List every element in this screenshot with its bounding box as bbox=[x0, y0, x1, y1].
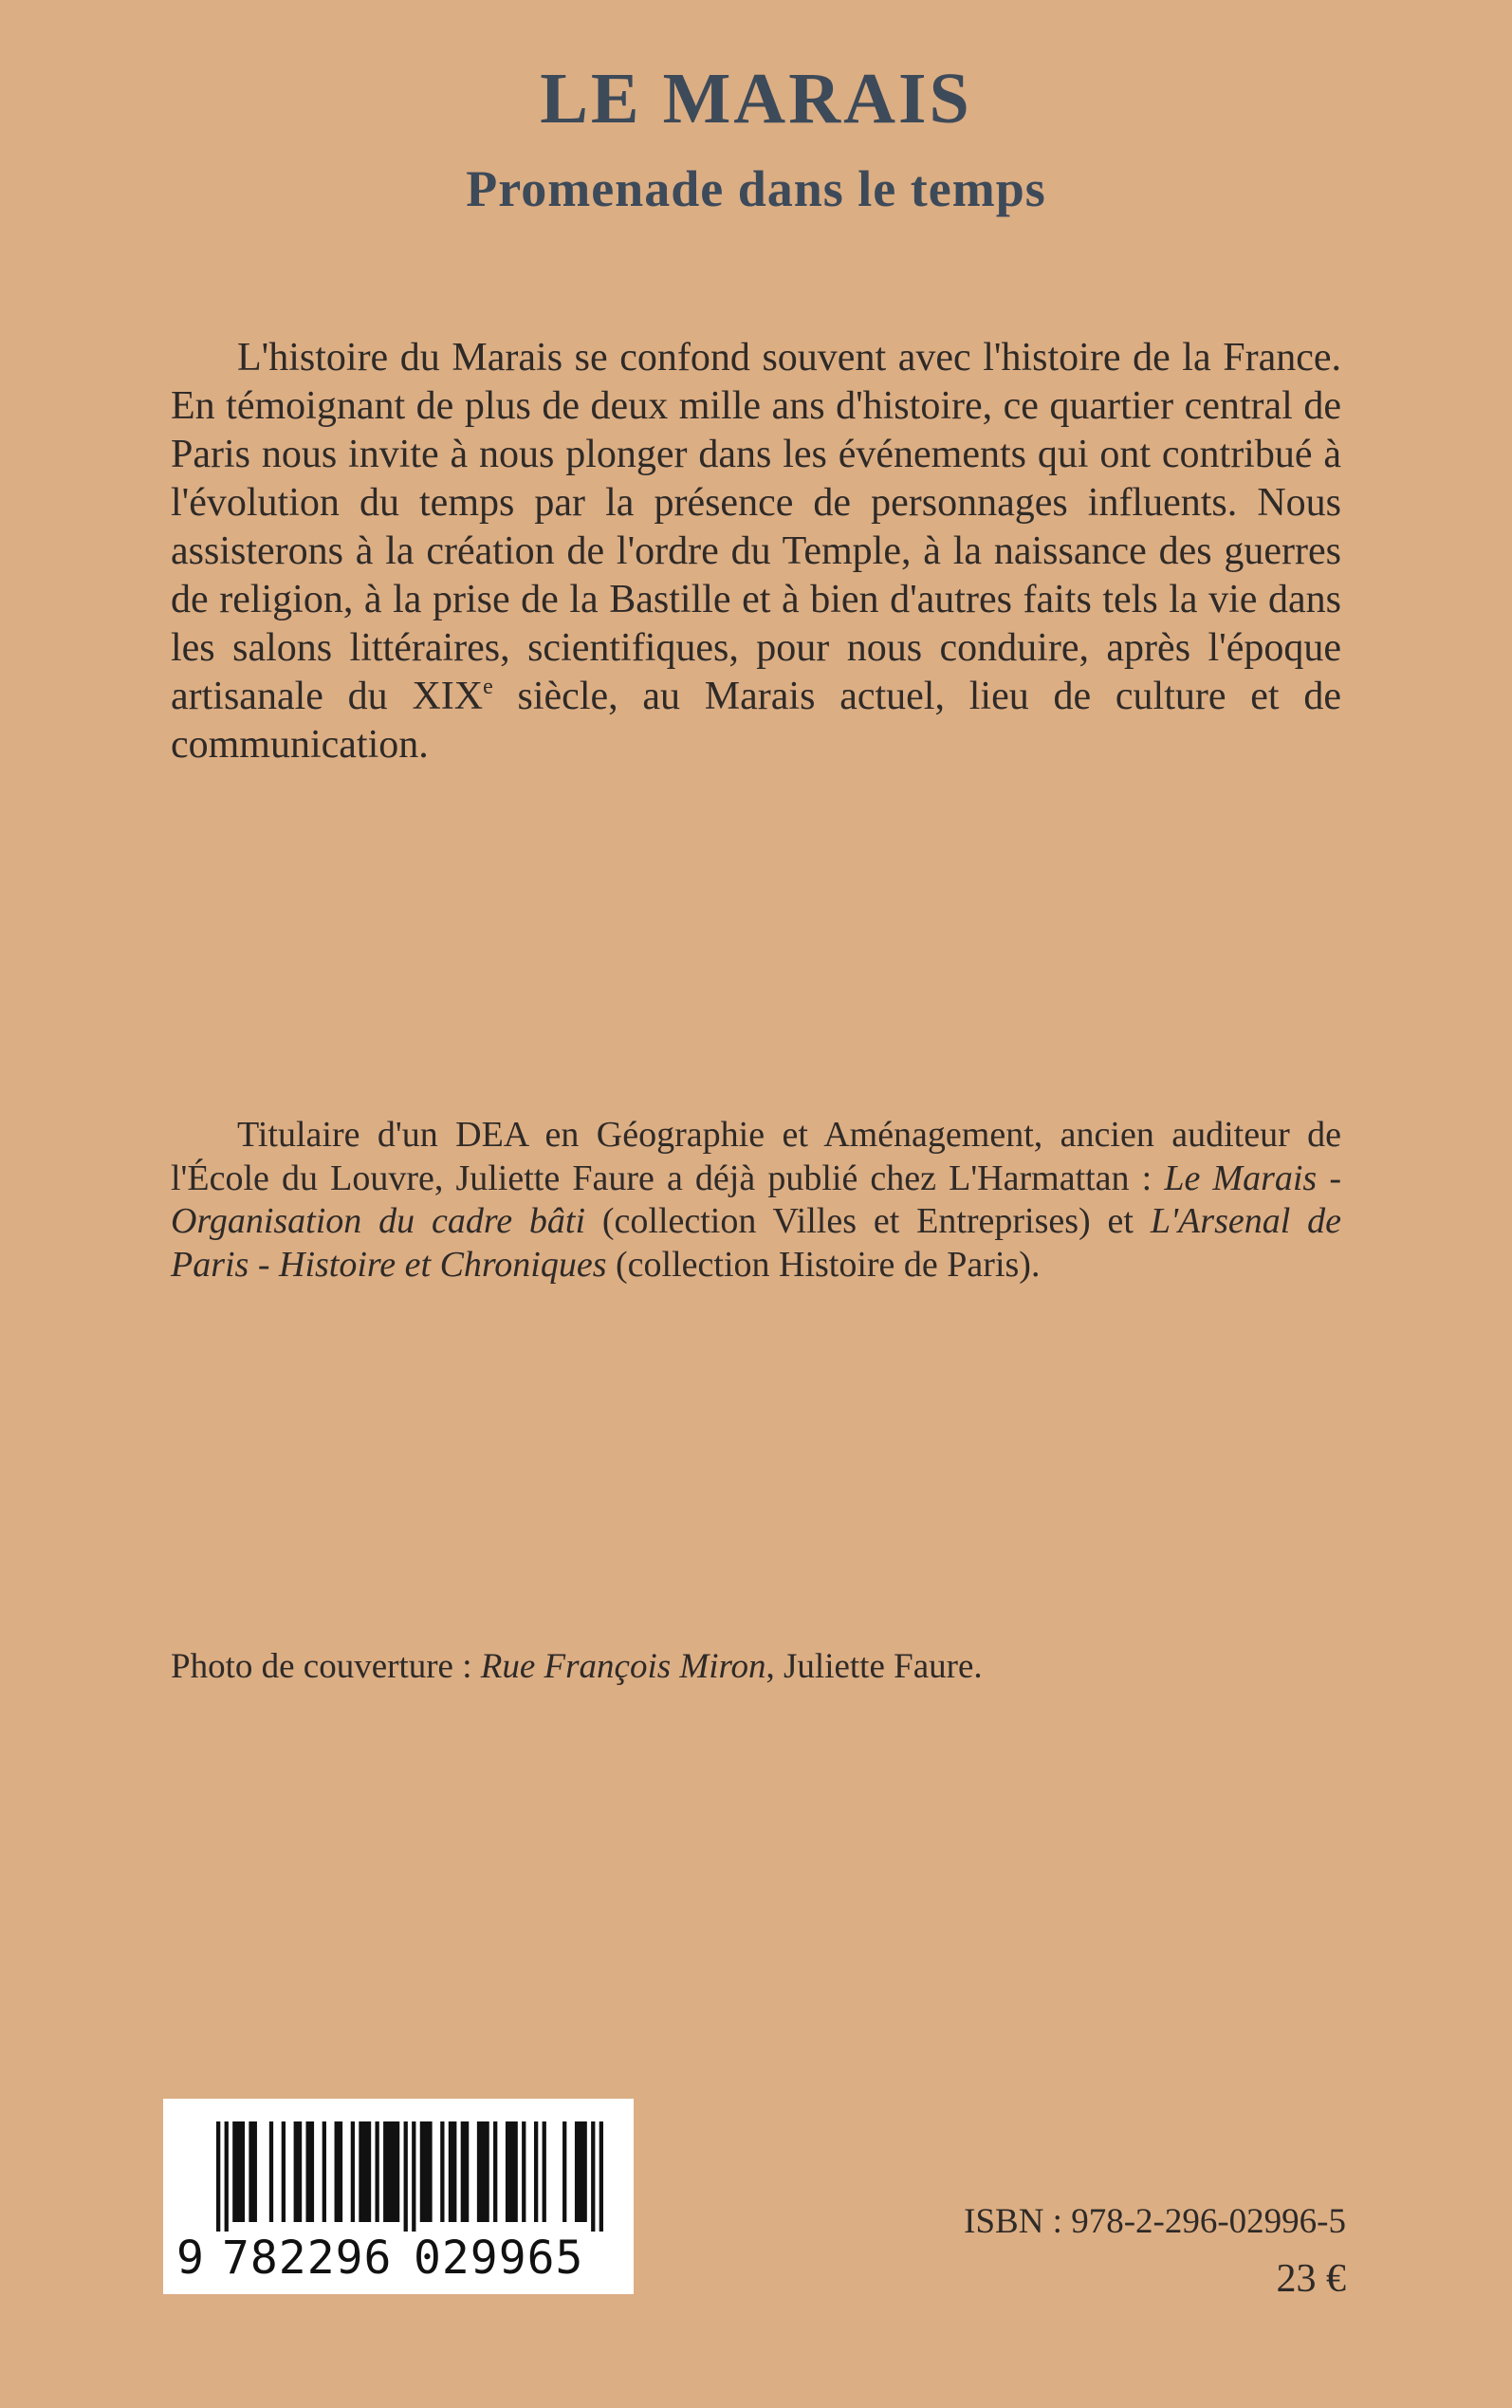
barcode-bar bbox=[412, 2121, 415, 2232]
barcode-bars bbox=[216, 2121, 603, 2232]
barcode-bar bbox=[404, 2121, 408, 2232]
barcode-bar bbox=[225, 2121, 229, 2232]
summary-text-end: siècle, au Marais actuel, lieu de culture et de communication. bbox=[171, 675, 1341, 767]
century-superscript: e bbox=[483, 675, 493, 699]
barcode-left-group: 782296 bbox=[222, 2232, 393, 2285]
barcode-bar bbox=[269, 2121, 273, 2222]
barcode-right-group: 029965 bbox=[414, 2232, 584, 2285]
bio-text: (collection Histoire de Paris). bbox=[606, 1244, 1041, 1285]
barcode-lead-digit: 9 bbox=[176, 2232, 204, 2285]
barcode-bar bbox=[216, 2121, 220, 2232]
barcode-bar bbox=[294, 2121, 303, 2222]
isbn: ISBN : 978-2-296-02996-5 bbox=[964, 2202, 1346, 2241]
barcode-bar bbox=[323, 2121, 326, 2222]
author-bio bbox=[171, 1114, 1341, 1287]
barcode-bar bbox=[522, 2121, 526, 2222]
barcode-bar bbox=[282, 2121, 286, 2222]
barcode-bar bbox=[534, 2121, 538, 2222]
barcode-bar bbox=[351, 2121, 355, 2222]
barcode-bar bbox=[477, 2121, 489, 2222]
credit-author: , Juliette Faure. bbox=[765, 1647, 983, 1686]
barcode-bar bbox=[375, 2121, 378, 2222]
photo-credit bbox=[171, 1645, 983, 1688]
barcode-bar bbox=[591, 2121, 595, 2232]
bio-text: Titulaire d'un DEA en Géographie et Aménagement, ancien auditeur de l'École du Louvre, Juliette Faure a déjà publié chez L'Harmattan : bbox=[171, 1115, 1341, 1198]
barcode-bar bbox=[506, 2121, 518, 2222]
barcode-bar bbox=[440, 2121, 444, 2222]
photo-title: Rue François Miron bbox=[480, 1647, 766, 1686]
barcode-bar bbox=[449, 2121, 457, 2222]
barcode-digits bbox=[163, 2232, 634, 2285]
barcode-bar bbox=[493, 2121, 497, 2222]
book-reference: L'Arsenal de Paris - Histoire et Chroniques bbox=[171, 1201, 1341, 1285]
barcode-bar bbox=[383, 2121, 399, 2222]
summary-paragraph bbox=[171, 334, 1341, 769]
price: 23 € bbox=[1276, 2257, 1346, 2301]
bio-text: (collection Villes et Entreprises) et bbox=[585, 1201, 1151, 1241]
book-subtitle: Promenade dans le temps bbox=[466, 160, 1046, 217]
barcode-bar bbox=[461, 2121, 470, 2222]
barcode-bar bbox=[249, 2121, 257, 2222]
summary-text: L'histoire du Marais se confond souvent avec l'histoire de la France. En témoignant de plus de deux mille ans d'histoire, ce quartier central de Paris nous invite à nous plonger dans les événements qui ont contribué à l'évolution du temps par la présence de personnages influents. Nous assisterons à la création de l'ordre du Temple, à la naissance des guerres de religion, à la prise de la Bastille et à bien d'autres faits tels la vie dans les salons littéraires, scientifiques, pour nous conduire, après l'époque artisanale du XIX bbox=[171, 336, 1341, 718]
barcode-bar bbox=[543, 2121, 546, 2222]
barcode-bar bbox=[335, 2121, 343, 2222]
barcode-bar bbox=[575, 2121, 587, 2222]
barcode bbox=[163, 2099, 634, 2294]
barcode-bar bbox=[232, 2121, 245, 2222]
barcode-bar bbox=[359, 2121, 371, 2222]
credit-label: Photo de couverture : bbox=[171, 1647, 481, 1686]
book-reference: Le Marais - Organisation du cadre bâti bbox=[171, 1158, 1341, 1241]
book-title: LE MARAIS bbox=[540, 59, 972, 139]
barcode-bar bbox=[562, 2121, 566, 2222]
barcode-bar bbox=[305, 2121, 314, 2222]
barcode-bar bbox=[420, 2121, 433, 2222]
barcode-bar bbox=[599, 2121, 603, 2232]
